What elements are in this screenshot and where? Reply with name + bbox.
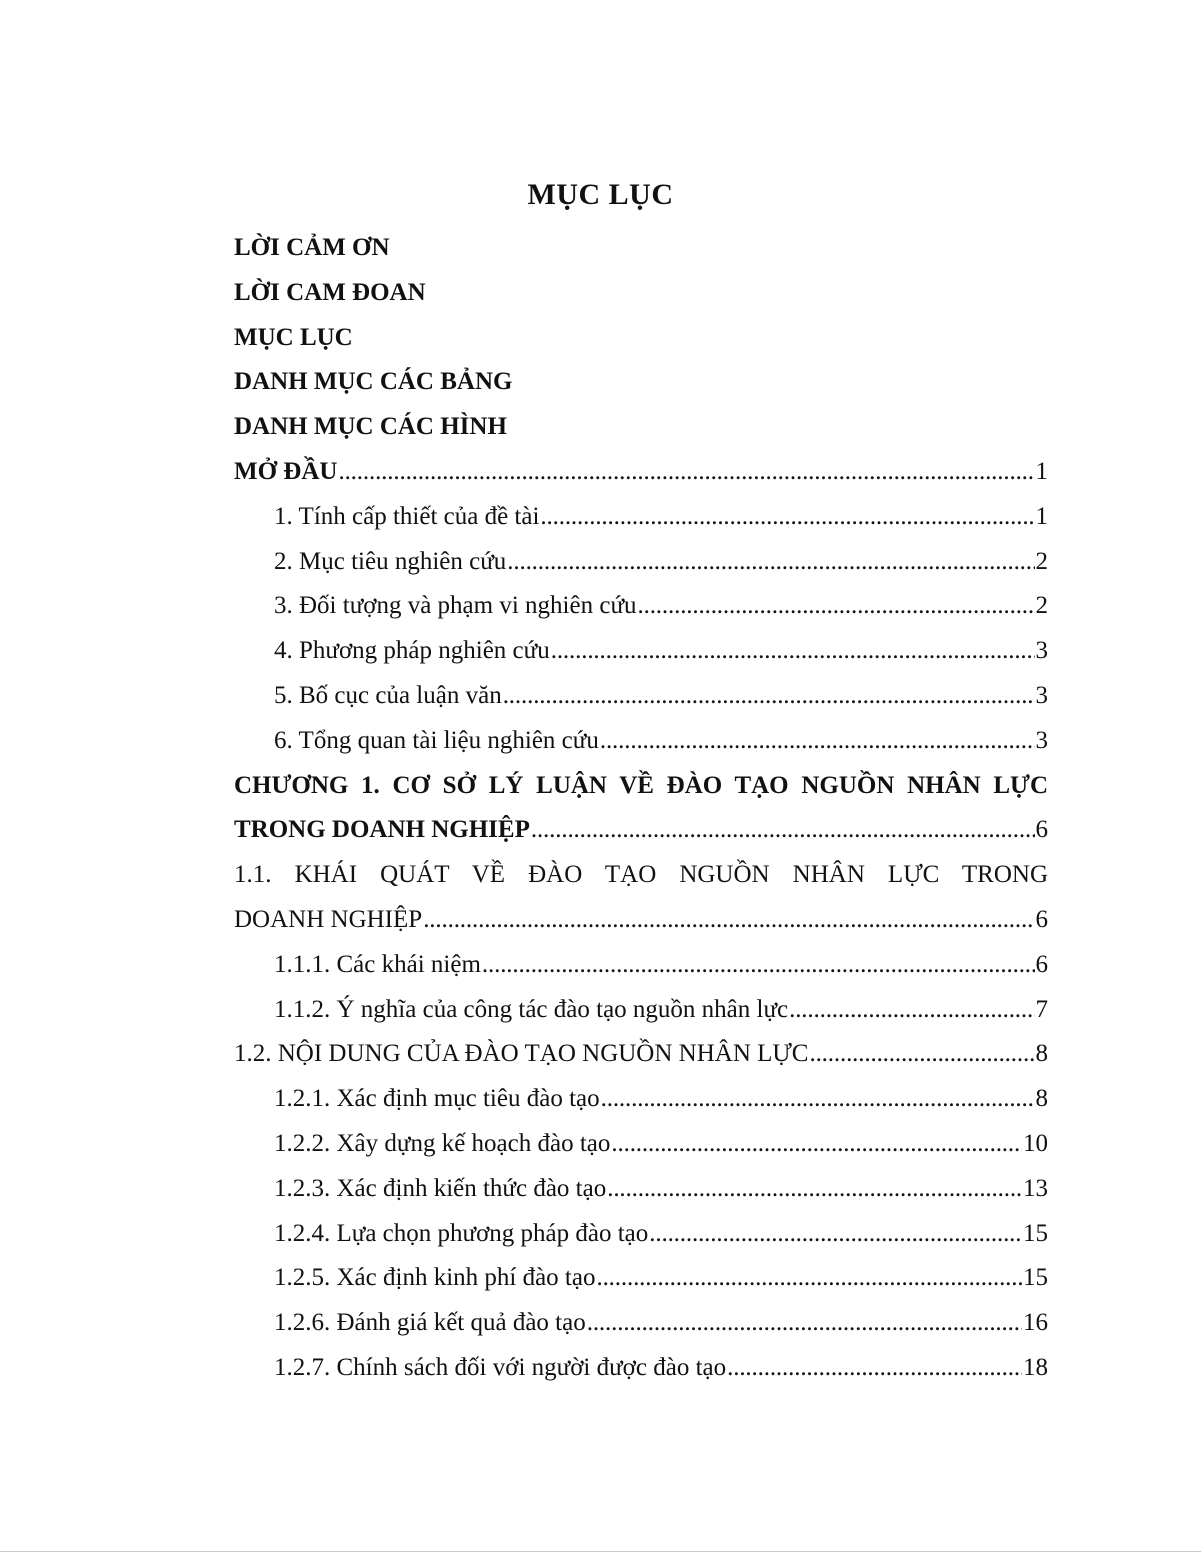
dot-leader (611, 1122, 1022, 1167)
page-bottom-edge (0, 1551, 1201, 1552)
dot-leader (338, 450, 1034, 495)
toc-entry-text: MỤC LỤC (234, 323, 353, 351)
toc-entry-text: 1.2.6. Đánh giá kết quả đào tạo (274, 1309, 586, 1337)
toc-page-number: 3 (1035, 726, 1048, 754)
toc-entry[interactable] (234, 629, 1048, 674)
toc-entry[interactable] (234, 1167, 1048, 1212)
toc-entry-text: 1.2.3. Xác định kiến thức đào tạo (274, 1174, 607, 1202)
toc-entry-text: 4. Phương pháp nghiên cứu (274, 637, 550, 665)
dot-leader (607, 1167, 1022, 1212)
toc-entry-text: 5. Bố cục của luận văn (274, 681, 502, 709)
toc-entry[interactable] (234, 719, 1048, 764)
toc-entry-text: LỜI CẢM ƠN (234, 234, 390, 261)
toc-entry[interactable] (234, 450, 1048, 495)
dot-leader (503, 674, 1035, 719)
toc-entry[interactable] (234, 226, 1048, 271)
toc-entry-text: CHƯƠNG 1. CƠ SỞ LÝ LUẬN VỀ ĐÀO TẠO NGUỒN NHÂN LỰC (234, 771, 1048, 799)
toc-page-number: 1 (1035, 457, 1048, 485)
dot-leader (596, 1256, 1022, 1301)
toc-entry-text: 1.2.7. Chính sách đối với người được đào tạo (274, 1353, 727, 1381)
toc-entry-text: 1.2.2. Xây dựng kế hoạch đào tạo (274, 1129, 611, 1157)
dot-leader (423, 898, 1034, 943)
page-title: MỤC LỤC (527, 178, 674, 211)
dot-leader (809, 1032, 1034, 1077)
toc-page-number: 8 (1035, 1040, 1048, 1068)
toc-entry[interactable] (234, 808, 1048, 853)
toc-page-number: 15 (1023, 1264, 1048, 1292)
toc-entry-text: 1.1. KHÁI QUÁT VỀ ĐÀO TẠO NGUỒN NHÂN LỰC TRONG (234, 861, 1048, 889)
toc-entry-text: DOANH NGHIỆP (234, 905, 423, 933)
toc-entry[interactable] (234, 1301, 1048, 1346)
toc-chapter-heading[interactable] (234, 764, 1048, 809)
toc-page-number: 16 (1023, 1309, 1048, 1337)
toc-entry-text: 2. Mục tiêu nghiên cứu (274, 547, 507, 575)
toc-entry-text: 1.1.2. Ý nghĩa của công tác đào tạo nguồn nhân lực (274, 995, 789, 1023)
dot-leader (482, 943, 1035, 988)
toc-entry[interactable] (234, 1122, 1048, 1167)
toc-entry-text: 1.2.4. Lựa chọn phương pháp đào tạo (274, 1219, 649, 1247)
toc-entry[interactable] (234, 988, 1048, 1033)
toc-page-number: 7 (1035, 995, 1048, 1023)
toc-entry-text: DANH MỤC CÁC HÌNH (234, 413, 507, 441)
toc-entry[interactable] (234, 1212, 1048, 1257)
toc-page-number: 8 (1035, 1085, 1048, 1113)
toc-entry-text: 1.2. NỘI DUNG CỦA ĐÀO TẠO NGUỒN NHÂN LỰC (234, 1040, 809, 1068)
toc-entry[interactable] (234, 584, 1048, 629)
toc-entry-text: 1.2.1. Xác định mục tiêu đào tạo (274, 1085, 600, 1113)
dot-leader (727, 1346, 1022, 1391)
toc-entry[interactable] (234, 360, 1048, 405)
dot-leader (587, 1301, 1022, 1346)
toc-entry-text: MỞ ĐẦU (234, 457, 338, 485)
toc-page-number: 13 (1023, 1174, 1048, 1202)
dot-leader (789, 988, 1034, 1033)
toc-entry-text: 1. Tính cấp thiết của đề tài (274, 502, 540, 530)
toc-entry[interactable] (234, 316, 1048, 361)
toc-entry-text: DANH MỤC CÁC BẢNG (234, 368, 513, 396)
toc-entry[interactable] (234, 495, 1048, 540)
toc-page-number: 6 (1035, 950, 1048, 978)
toc-page-number: 1 (1035, 502, 1048, 530)
toc-entry[interactable] (234, 674, 1048, 719)
toc-page-number: 2 (1035, 592, 1048, 620)
toc-page-number: 2 (1035, 547, 1048, 575)
toc-entry-text: 3. Đối tượng và phạm vi nghiên cứu (274, 592, 637, 620)
toc-entry[interactable] (234, 898, 1048, 943)
toc-entry-text: 6. Tổng quan tài liệu nghiên cứu (274, 726, 599, 754)
dot-leader (531, 808, 1035, 853)
toc-entry[interactable] (234, 1346, 1048, 1391)
toc-page-number: 6 (1035, 816, 1048, 844)
toc-page-number: 6 (1035, 905, 1048, 933)
toc-page-number: 18 (1023, 1353, 1048, 1381)
toc-entry[interactable] (234, 405, 1048, 450)
dot-leader (649, 1212, 1022, 1257)
toc-entry[interactable] (234, 1256, 1048, 1301)
toc-page-number: 3 (1035, 681, 1048, 709)
toc-page-number: 10 (1023, 1129, 1048, 1157)
dot-leader (601, 1077, 1035, 1122)
toc-section-heading[interactable] (234, 853, 1048, 898)
toc-entry[interactable] (234, 1032, 1048, 1077)
toc-page-number: 15 (1023, 1219, 1048, 1247)
toc-entry-text: TRONG DOANH NGHIỆP (234, 816, 530, 844)
toc-entry[interactable] (234, 943, 1048, 988)
dot-leader (551, 629, 1035, 674)
dot-leader (507, 540, 1034, 585)
toc-entry-text: 1.2.5. Xác định kinh phí đào tạo (274, 1264, 596, 1292)
toc-entry[interactable] (234, 271, 1048, 316)
dot-leader (600, 719, 1035, 764)
table-of-contents (234, 226, 1048, 1391)
toc-entry[interactable] (234, 1077, 1048, 1122)
toc-entry-text: 1.1.1. Các khái niệm (274, 950, 481, 978)
dot-leader (638, 584, 1035, 629)
dot-leader (540, 495, 1034, 540)
toc-entry-text: LỜI CAM ĐOAN (234, 278, 426, 306)
toc-entry[interactable] (234, 540, 1048, 585)
toc-page-number: 3 (1035, 637, 1048, 665)
